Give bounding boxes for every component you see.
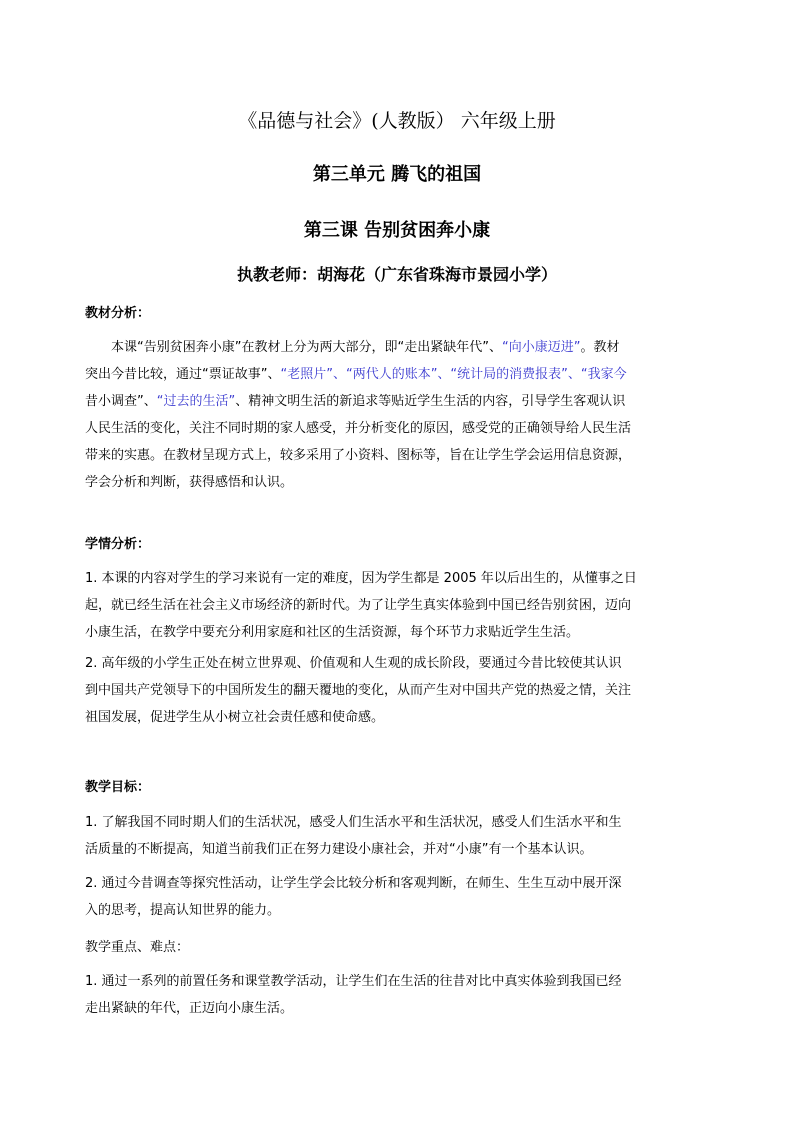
paragraph-line: 人民生活的变化，关注不同时期的家人感受，并分析变化的原因，感受党的正确领导给人民生活 (85, 421, 632, 436)
highlighted-run: “过去的生活” (156, 394, 236, 409)
highlighted-run: “老照片”、“两代人的账本”、“统计局的消费报表”、“我家今 (280, 367, 627, 382)
paragraph-line: 入的思考，提高认知世界的能力。 (85, 903, 281, 918)
key-points-heading: 教学重点、难点： (85, 940, 190, 955)
paragraph-line: 学会分析和判断，获得感悟和认识。 (85, 475, 294, 490)
text-run: 本课“告别贫困奔小康”在教材上分为两大部分，即“走出紧缺年代”、 (111, 340, 502, 355)
learner-analysis-heading: 学情分析： (85, 537, 151, 552)
paragraph-line (85, 388, 685, 415)
text-run: 突出今昔比较，通过“票证故事”、 (85, 367, 281, 382)
highlighted-run: “向小康迈进” (501, 340, 581, 355)
paragraph-line: 活质量的不断提高，知道当前我们正在努力建设小康社会，并对“小康”有一个基本认识。 (85, 842, 593, 857)
teaching-goals-item-1 (85, 809, 685, 863)
key-points-item-1 (85, 968, 685, 1022)
paragraph-line: 1. 本课的内容对学生的学习来说有一定的难度，因为学生都是 2005 年以后出生的，从懂事之日 (85, 571, 637, 586)
teaching-goals-heading: 教学目标： (85, 780, 151, 795)
text-run: 、精神文明生活的新追求等贴近学生生活的内容，引导学生客观认识 (235, 394, 626, 409)
paragraph-line: 2. 高年级的小学生正处在树立世界观、价值观和人生观的成长阶段，要通过今昔比较使其认识 (85, 656, 622, 671)
paragraph-line: 带来的实惠。在教材呈现方式上，较多采用了小资料、图标等，旨在让学生学会运用信息资源， (85, 448, 632, 463)
teacher-line: 执教老师：胡海花（广东省珠海市景园小学） (236, 265, 557, 284)
paragraph-line: 起，就已经生活在社会主义市场经济的新时代。为了让学生真实体验到中国已经告别贫困，迈向 (85, 598, 632, 613)
paragraph-line (85, 361, 685, 388)
paragraph-line: 走出紧缺的年代，正迈向小康生活。 (85, 1001, 294, 1016)
paragraph-line: 小康生活，在教学中要充分利用家庭和社区的生活资源，每个环节力求贴近学生生活。 (85, 625, 580, 640)
book-title: 《品德与社会》(人教版） 六年级上册 (238, 110, 556, 132)
text-run: 。教材 (580, 340, 620, 355)
paragraph-line: 祖国发展，促进学生从小树立社会责任感和使命感。 (85, 710, 385, 725)
paragraph-line (85, 334, 685, 361)
lesson-title: 第三课 告别贫困奔小康 (303, 220, 491, 241)
text-run: 昔小调查”、 (85, 394, 157, 409)
unit-title: 第三单元 腾飞的祖国 (312, 164, 482, 185)
teaching-goals-item-2 (85, 870, 685, 924)
paragraph-line: 2. 通过今昔调查等探究性活动，让学生学会比较分析和客观判断，在师生、生生互动中展开深 (85, 876, 622, 891)
textbook-analysis-heading: 教材分析： (85, 306, 151, 321)
paragraph-line: 1. 通过一系列的前置任务和课堂教学活动，让学生们在生活的往昔对比中真实体验到我国已经 (85, 974, 622, 989)
textbook-analysis-paragraph (85, 334, 685, 496)
learner-analysis-item-2 (85, 650, 685, 731)
paragraph-line: 1. 了解我国不同时期人们的生活状况，感受人们生活水平和生活状况，感受人们生活水平和生 (85, 815, 622, 830)
paragraph-line: 到中国共产党领导下的中国所发生的翻天覆地的变化，从而产生对中国共产党的热爱之情，关注 (85, 683, 632, 698)
learner-analysis-item-1 (85, 565, 685, 646)
